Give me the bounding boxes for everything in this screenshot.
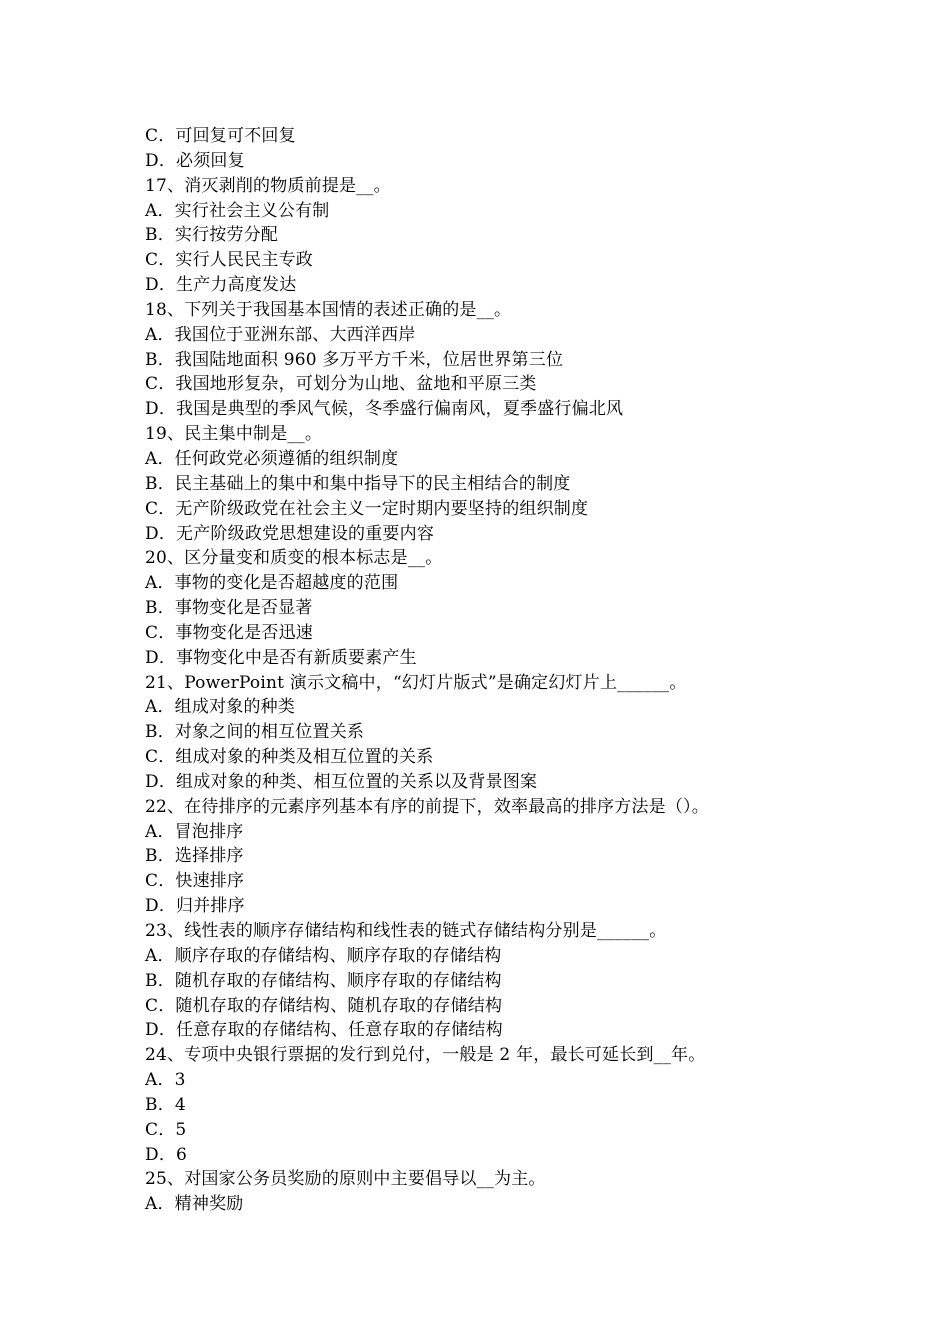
option-line: D．6 [145, 1144, 188, 1165]
option-line: A．事物的变化是否超越度的范围 [145, 573, 399, 594]
option-line: C．组成对象的种类及相互位置的关系 [145, 747, 434, 768]
option-line: C．5 [145, 1119, 187, 1140]
option-line: A．组成对象的种类 [145, 697, 296, 718]
question-line: 25、对国家公务员奖励的原则中主要倡导以__为主。 [145, 1169, 546, 1190]
question-line: 24、专项中央银行票据的发行到兑付，一般是 2 年，最长可延长到__年。 [145, 1045, 706, 1066]
option-line: B．我国陆地面积 960 多万平方千米，位居世界第三位 [145, 349, 564, 370]
question-line: 18、下列关于我国基本国情的表述正确的是__。 [145, 299, 512, 320]
option-line: C．快速排序 [145, 871, 245, 892]
option-line: C．事物变化是否迅速 [145, 622, 314, 643]
option-line: D．无产阶级政党思想建设的重要内容 [145, 523, 435, 544]
option-line: B．实行按劳分配 [145, 225, 279, 246]
option-line: D．组成对象的种类、相互位置的关系以及背景图案 [145, 771, 538, 792]
option-line: B．随机存取的存储结构、顺序存取的存储结构 [145, 970, 502, 991]
option-line: C．无产阶级政党在社会主义一定时期内要坚持的组织制度 [145, 498, 589, 519]
question-line: 19、民主集中制是__。 [145, 424, 323, 445]
option-line: C．实行人民民主专政 [145, 250, 314, 271]
option-line: A．精神奖励 [145, 1194, 244, 1215]
option-line: D．任意存取的存储结构、任意存取的存储结构 [145, 1020, 503, 1041]
option-line: D．事物变化中是否有新质要素产生 [145, 647, 417, 668]
option-line: A．实行社会主义公有制 [145, 200, 330, 221]
question-line: 22、在待排序的元素序列基本有序的前提下，效率最高的排序方法是（）。 [145, 796, 709, 817]
option-line: D．归并排序 [145, 896, 245, 917]
option-line: B．民主基础上的集中和集中指导下的民主相结合的制度 [145, 473, 571, 494]
question-line: 17、消灭剥削的物质前提是__。 [145, 175, 391, 196]
option-line: A．顺序存取的存储结构、顺序存取的存储结构 [145, 945, 502, 966]
option-line: B．选择排序 [145, 846, 244, 867]
option-line: A．任何政党必须遵循的组织制度 [145, 448, 399, 469]
option-line: C．我国地形复杂，可划分为山地、盆地和平原三类 [145, 374, 537, 395]
option-line: C．可回复可不回复 [145, 126, 296, 146]
document-body [145, 124, 845, 1217]
question-line: 20、区分量变和质变的根本标志是__。 [145, 548, 443, 569]
option-line: B．4 [145, 1094, 186, 1115]
option-line: B．事物变化是否显著 [145, 598, 313, 619]
option-line: D．生产力高度发达 [145, 275, 297, 296]
option-line: D．我国是典型的季风气候，冬季盛行偏南风，夏季盛行偏北风 [145, 399, 624, 420]
question-line: 21、PowerPoint 演示文稿中，“幻灯片版式”是确定幻灯片上______。 [145, 672, 687, 693]
option-line: A．3 [145, 1070, 186, 1091]
option-line: A．我国位于亚洲东部、大西洋西岸 [145, 324, 416, 345]
option-line: C．随机存取的存储结构、随机存取的存储结构 [145, 995, 503, 1016]
option-line: A．冒泡排序 [145, 821, 244, 842]
option-line: B．对象之间的相互位置关系 [145, 722, 365, 743]
option-line: D．必须回复 [145, 150, 245, 171]
question-line: 23、线性表的顺序存储结构和线性表的链式存储结构分别是______。 [145, 921, 667, 941]
